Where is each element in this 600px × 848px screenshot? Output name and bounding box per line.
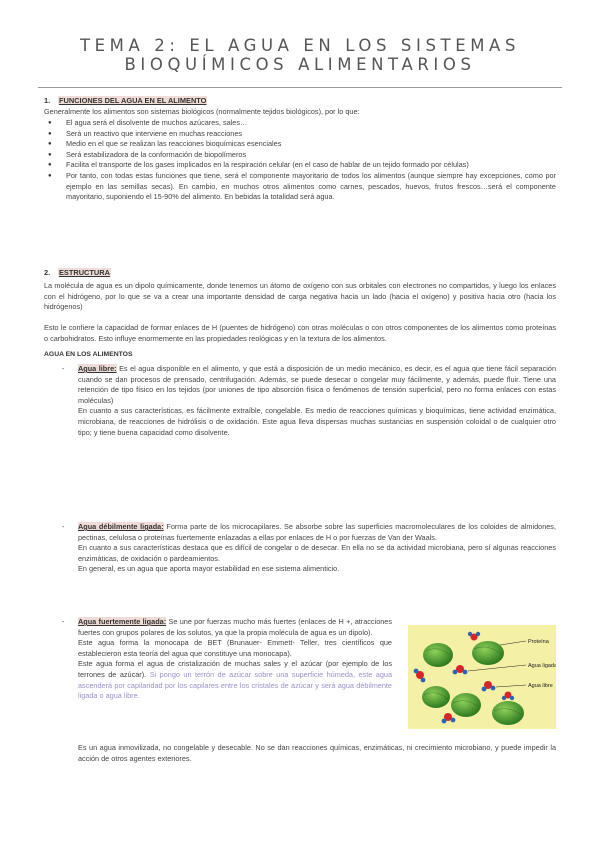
agua-fuerte-term: Agua fuertemente ligada: [78, 617, 167, 626]
list-item: ● Será un reactivo que interviene en muchas reacciones [44, 129, 556, 140]
agua-libre-paragraph-1 [62, 364, 556, 406]
agua-fuerte-paragraph-1 [62, 617, 392, 638]
section-2-paragraph-1: La molécula de agua es un dipolo químicamente, donde tenemos un átomo de oxígeno con sus orbitales con electrones no compartidos, y luego los enlaces con el hidrógeno, por lo que se va a crear una importante densidad de carga negativa hacia un lado (hacia el oxígeno) y positiva hacia otro (hacia los hidrógenos) [44, 281, 556, 312]
agua-debil-item [62, 522, 556, 575]
title-divider [38, 87, 562, 88]
agua-debil-paragraph-3: En general, es un agua que aporta mayor estabilidad en ese sistema alimenticio. [78, 564, 340, 574]
agua-libre-text: Es el agua disponible en el alimento, y que está a disposición de un medio mecánico, es decir, es el agua que tiene fácil separación cuando se dan procesos de prensado, centrifugación. Además, se puede desecar o congelar muy fácilmente, y además, puede fluir. Tiene una retención de tipo físico en los tejidos (por uniones de tipo absorción física o fenómenos de tensión superficial, pero no forma enlaces con estas moléculas) [78, 364, 557, 405]
agua-libre-item [62, 364, 556, 438]
hydrogen-atom [491, 686, 496, 691]
section-1-heading [44, 96, 207, 105]
agua-fuerte-paragraph-2: Este agua forma la monocapa de BET (Brunauer- Emmett- Teller, tres científicos que establecieron esta teoría del agua que constituye una monocapa). [78, 638, 392, 658]
section-2-title: ESTRUCTURA [59, 268, 110, 277]
list-item: ● Será estabilizadora de la conformación de biopolímeros [44, 150, 556, 161]
sugar-cube-note: Si pongo un terrón de azúcar sobre una superficie húmeda, este agua ascenderá por capilaridad por los capilares entre los cristales de azúcar y será agua débilmente ligada o agua libre. [78, 669, 393, 701]
list-item: ● Por tanto, con todas estas funciones que tiene, será el componente mayoritario de todos los alimentos (aunque siempre hay excepciones, como por ejemplo en las semillas secas). En cambio, en muchos otros alimentos como carnes, pescados, huevos, frutos frescos…será el componente mayoritario, suponiendo el 15-90% del alimento. En bebidas la totalidad será agua. [44, 171, 556, 203]
protein-globule [423, 643, 453, 667]
section-2-number: 2. [44, 268, 51, 277]
hydrogen-atom [468, 632, 472, 636]
section-2-heading [44, 268, 111, 277]
item-dash: - [62, 364, 65, 373]
hydrogen-atom [421, 678, 426, 683]
document-title-line-1: TEMA 2: EL AGUA EN LOS SISTEMAS [79, 36, 521, 55]
hydrogen-atom [453, 670, 458, 675]
list-item: ● Medio en el que se realizan las reacciones bioquímicas esenciales [44, 139, 556, 150]
agua-debil-text: Forma parte de los microcapilares. Se absorbe sobre las superficies macromoleculares de los coloides de almidones, pectinas, celulosa o proteínas fuertemente enlazadas a ellas por enlaces de H o por fuerzas de Van der Waals. [78, 522, 556, 542]
agua-fuerte-paragraph-3 [62, 659, 392, 701]
hydrogen-atom [442, 719, 447, 724]
hydrogen-atom [463, 670, 468, 675]
section-1-number: 1. [44, 96, 51, 105]
hydrogen-atom [510, 696, 514, 700]
agua-fuerte-text-3a: Este agua forma el agua de cristalización de muchas sales y el azúcar (por ejemplo de los terrones de azúcar). [78, 659, 392, 679]
document-title-line-2: BIOQUÍMICOS ALIMENTARIOS [124, 55, 476, 74]
agua-debil-paragraph-1 [62, 522, 556, 543]
section-1-title: FUNCIONES DEL AGUA EN EL ALIMENTO [59, 96, 207, 105]
hydrogen-atom [502, 696, 506, 700]
hydrogen-atom [476, 632, 480, 636]
agua-libre-term: Agua libre: [78, 364, 117, 373]
hydrogen-atom [482, 687, 487, 692]
section-1-intro: Generalmente los alimentos son sistemas biológicos (normalmente tejidos biológicos), por lo que: [44, 107, 360, 116]
agua-libre-paragraph-2: En cuanto a sus características, es fácilmente extraíble, congelable. Es medio de reacciones químicas y bioquímicas, tiene actividad enzimática, microbiana, de reacciones de hidrólisis o de oxidación. Este agua lleva dispersas muchas sustancias en suspensión coloidal o de cualquier otro tipo; y tiene buena capacidad como disolvente. [78, 406, 556, 437]
agua-debil-term: Agua débilmente ligada: [78, 522, 164, 531]
agua-fuerte-text: Se une por fuerzas mucho más fuertes (enlaces de H +, atracciones fuertes con grupos polares de los solutos, ya que la propia molécula de agua es un dipolo). [78, 617, 393, 637]
hydrogen-atom [414, 669, 419, 674]
list-item: ● El agua será el disolvente de muchos azúcares, sales… [44, 118, 556, 129]
water-binding-figure [408, 625, 556, 729]
label-protein: Proteína [528, 639, 549, 645]
functions-list [44, 118, 556, 203]
protein-globules [422, 641, 524, 725]
hydrogen-atom [451, 718, 456, 723]
agua-fuerte-item [62, 617, 392, 702]
water-binding-diagram [408, 625, 556, 729]
label-bound-water: Agua ligada [528, 663, 556, 669]
label-free-water: Agua libre [528, 683, 553, 689]
agua-fuerte-paragraph-4: Es un agua inmovilizada, no congelable y desecable. No se dan reacciones químicas, enzimáticas, ni crecimiento microbiano, y puede impedir la acción de otros agentes exteriores. [78, 743, 556, 763]
subsection-heading: AGUA EN LOS ALIMENTOS [44, 351, 133, 358]
section-2-paragraph-2: Esto le confiere la capacidad de formar enlaces de H (puentes de hidrógeno) con otras moléculas o con otros componentes de los alimentos como proteínas o carbohidratos. Esto influye enormemente en las propiedades reológicas y en la textura de los alimentos. [44, 323, 556, 343]
item-dash: - [62, 617, 65, 626]
agua-debil-paragraph-2: En cuanto a sus características destaca que es difícil de congelar o de desecar. En ella no se da actividad microbiana, pero sí algunas reacciones enzimáticas, de oxidación o pardeamientos. [78, 543, 556, 563]
agua-fuerte-continued [62, 743, 556, 764]
item-dash: - [62, 522, 65, 531]
list-item: ● Facilita el transporte de los gases implicados en la respiración celular (en el caso de hablar de un tejido formado por células) [44, 160, 556, 171]
